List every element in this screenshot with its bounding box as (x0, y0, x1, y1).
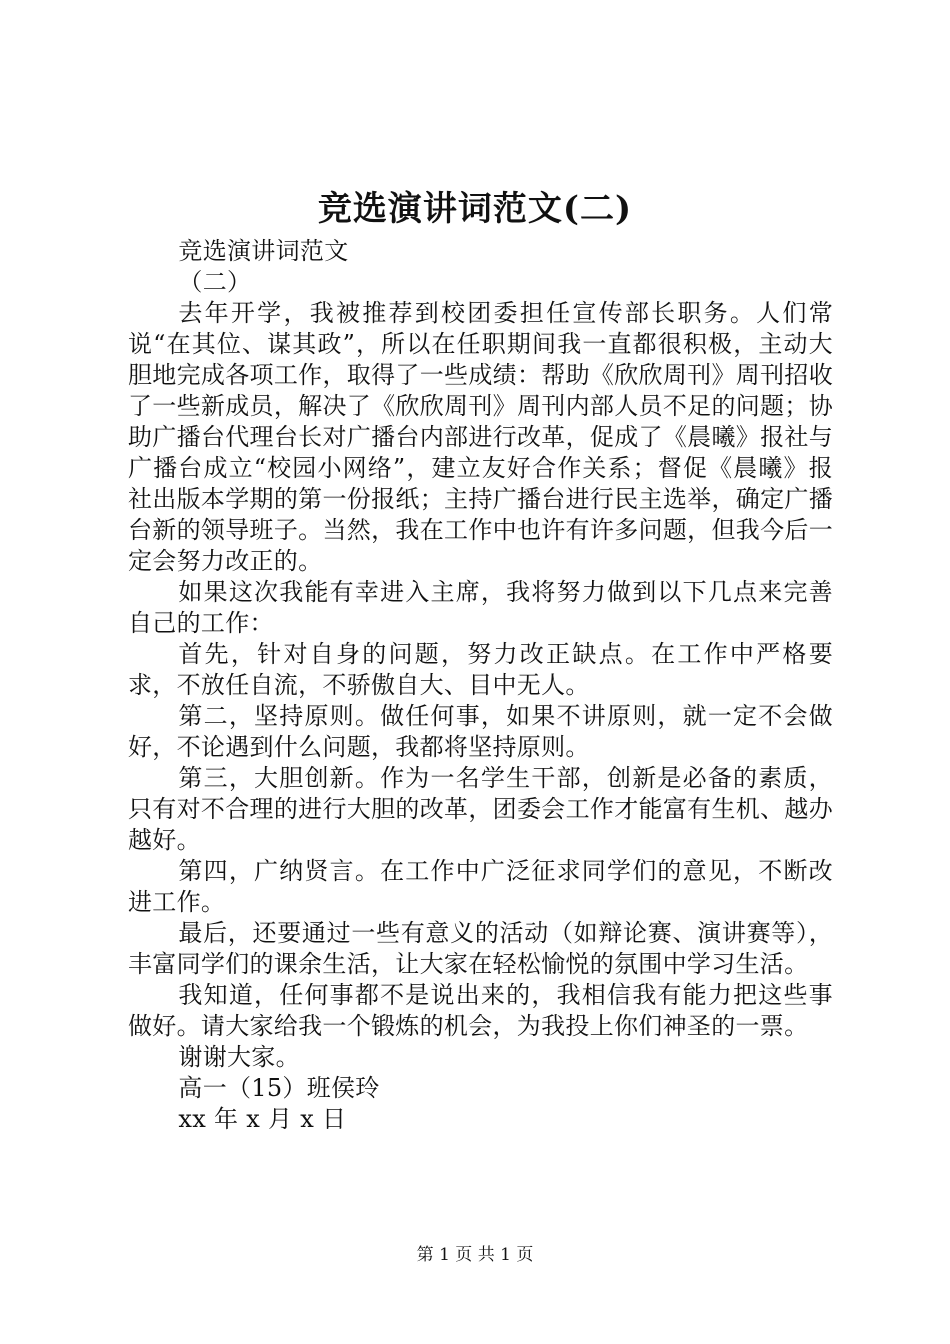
paragraph-thanks: 谢谢大家。 (178, 1043, 300, 1071)
paragraph-point-3: 第三，大胆创新。作为一名学生干部，创新是必备的素质，只有对不合理的进行大胆的改革，团委会工作才能富有生机、越办越好。 (128, 764, 833, 854)
page-number-footer: 第 1 页 共 1 页 (416, 1245, 534, 1265)
paragraph-subtitle-number: （二） (178, 268, 252, 296)
document-body (128, 236, 833, 1135)
paragraph-point-1: 首先，针对自身的问题，努力改正缺点。在工作中严格要求，不放任自流，不骄傲自大、目中无人。 (128, 640, 833, 699)
paragraph-point-5: 最后，还要通过一些有意义的活动（如辩论赛、演讲赛等），丰富同学们的课余生活，让大家在轻松愉悦的氛围中学习生活。 (128, 919, 833, 978)
paragraph-point-2: 第二，坚持原则。做任何事，如果不讲原则，就一定不会做好，不论遇到什么问题，我都将坚持原则。 (128, 702, 833, 761)
document-title: 竞选演讲词范文(二) (317, 189, 633, 229)
paragraph-point-4: 第四，广纳贤言。在工作中广泛征求同学们的意见，不断改进工作。 (128, 857, 833, 916)
paragraph-closing: 我知道，任何事都不是说出来的，我相信我有能力把这些事做好。请大家给我一个锻炼的机会，为我投上你们神圣的一票。 (128, 981, 833, 1040)
paragraph-plan: 如果这次我能有幸进入主席，我将努力做到以下几点来完善自己的工作： (128, 578, 833, 637)
signature-date: xx 年 x 月 x 日 (178, 1105, 347, 1133)
paragraph-subtitle: 竞选演讲词范文 (178, 237, 349, 265)
paragraph-intro: 去年开学，我被推荐到校团委担任宣传部长职务。人们常说“在其位、谋其政”，所以在任职期间我一直都很积极，主动大胆地完成各项工作，取得了一些成绩：帮助《欣欣周刊》周刊招收了一些新成员，解决了《欣欣周刊》周刊内部人员不足的问题；协助广播台代理台长对广播台内部进行改革，促成了《晨曦》报社与广播台成立“校园小网络”，建立友好合作关系；督促《晨曦》报社出版本学期的第一份报纸；主持广播台进行民主选举，确定广播台新的领导班子。当然，我在工作中也许有许多问题，但我今后一定会努力改正的。 (128, 299, 833, 575)
signature-name: 高一（15）班侯玲 (178, 1074, 380, 1102)
